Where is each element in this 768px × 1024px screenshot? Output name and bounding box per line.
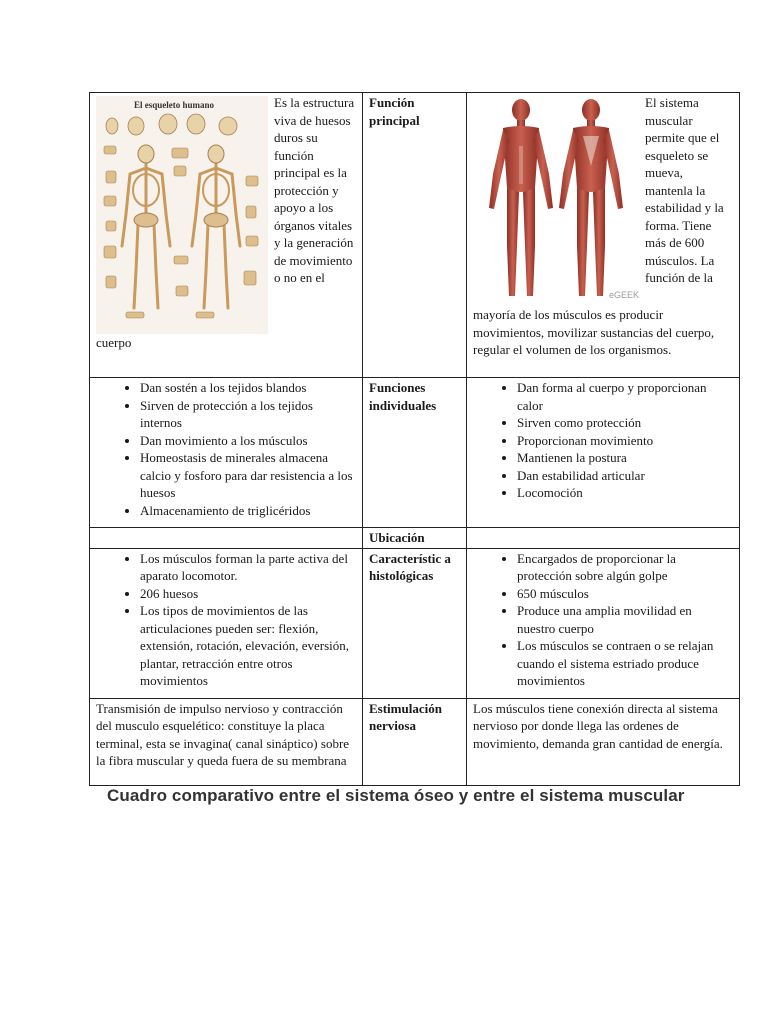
- cell-oseo-funcion-principal: [90, 93, 363, 378]
- cell-muscular-caracteristicas: [467, 548, 740, 698]
- label-ubicacion: Ubicación: [363, 528, 467, 549]
- oseo-funcion-text: Es la estructura viva de huesos duros su función principal es la protección y apoyo a los órganos vitales y la generación de movimiento o no en el: [274, 95, 355, 285]
- skeleton-chart-image: [96, 96, 268, 334]
- list-item: • Produce una amplia movilidad en nuestro cuerpo: [517, 602, 733, 637]
- comparison-table: [89, 92, 740, 786]
- oseo-caracteristicas-list: [96, 550, 356, 690]
- skeleton-illustration: [96, 96, 268, 334]
- list-item: • 650 músculos: [517, 585, 733, 603]
- cell-oseo-estimulacion: Transmisión de impulso nervioso y contracción del musculo esquelético: constituye la placa terminal, esta se invagina( canal sináptico) sobre la fibra muscular y queda fuera de su membrana: [90, 698, 363, 785]
- cell-oseo-funciones: [90, 378, 363, 528]
- list-item: • Dan movimiento a los músculos: [140, 432, 356, 450]
- muscular-funcion-text: El sistema muscular permite que el esqueleto se mueva, mantenla la estabilidad y la forma. Tiene más de 600 músculos. La función de la: [645, 95, 724, 285]
- oseo-funcion-text-below: cuerpo: [96, 335, 132, 350]
- label-funciones-individuales: Funciones individuales: [363, 378, 467, 528]
- list-item: • Homeostasis de minerales almacena calcio y fosforo para dar resistencia a los huesos: [140, 449, 356, 502]
- list-item: • 206 huesos: [140, 585, 356, 603]
- oseo-funciones-list: [96, 379, 356, 519]
- row-caracteristicas: [90, 548, 740, 698]
- label-funcion-principal: Función principal: [363, 93, 467, 378]
- list-item: • Los músculos forman la parte activa del aparato locomotor.: [140, 550, 356, 585]
- image-watermark: eGEEK: [608, 289, 639, 300]
- muscle-figure-image: [473, 96, 639, 306]
- list-item: • Dan forma al cuerpo y proporcionan calor: [517, 379, 733, 414]
- muscular-funciones-list: [473, 379, 733, 502]
- cell-muscular-funciones: [467, 378, 740, 528]
- cell-muscular-ubicacion: [467, 528, 740, 549]
- label-caracteristicas: Característic a histológicas: [363, 548, 467, 698]
- list-item: • Los músculos se contraen o se relajan cuando el sistema estriado produce movimientos: [517, 637, 733, 690]
- list-item: • Locomoción: [517, 484, 733, 502]
- label-estimulacion: Estimulación nerviosa: [363, 698, 467, 785]
- list-item: • Sirven de protección a los tejidos internos: [140, 397, 356, 432]
- list-item: • Dan sostén a los tejidos blandos: [140, 379, 356, 397]
- row-funciones-individuales: [90, 378, 740, 528]
- cell-muscular-estimulacion: Los músculos tiene conexión directa al sistema nervioso por donde llega las ordenes de movimiento, demanda gran cantidad de energía.: [467, 698, 740, 785]
- list-item: • Los tipos de movimientos de las articulaciones pueden ser: flexión, extensión, rotación, elevación, eversión, plantar, retracción entre otros movimientos: [140, 602, 356, 690]
- skeleton-chart-title: El esqueleto humano: [134, 100, 215, 110]
- list-item: • Encargados de proporcionar la protección sobre algún golpe: [517, 550, 733, 585]
- cell-oseo-ubicacion: [90, 528, 363, 549]
- list-item: • Sirven como protección: [517, 414, 733, 432]
- muscular-caracteristicas-list: [473, 550, 733, 690]
- row-estimulacion: [90, 698, 740, 785]
- list-item: • Dan estabilidad articular: [517, 467, 733, 485]
- list-item: • Mantienen la postura: [517, 449, 733, 467]
- row-funcion-principal: [90, 93, 740, 378]
- cell-muscular-funcion-principal: [467, 93, 740, 378]
- muscle-illustration: [473, 96, 639, 306]
- cell-oseo-caracteristicas: [90, 548, 363, 698]
- muscular-funcion-text-below: mayoría de los músculos es producir movimientos, movilizar sustancias del cuerpo, regular el volumen de los organismos.: [473, 307, 715, 357]
- list-item: • Proporcionan movimiento: [517, 432, 733, 450]
- row-ubicacion: [90, 528, 740, 549]
- table-caption: Cuadro comparativo entre el sistema óseo y entre el sistema muscular: [107, 786, 685, 805]
- list-item: • Almacenamiento de triglicéridos: [140, 502, 356, 520]
